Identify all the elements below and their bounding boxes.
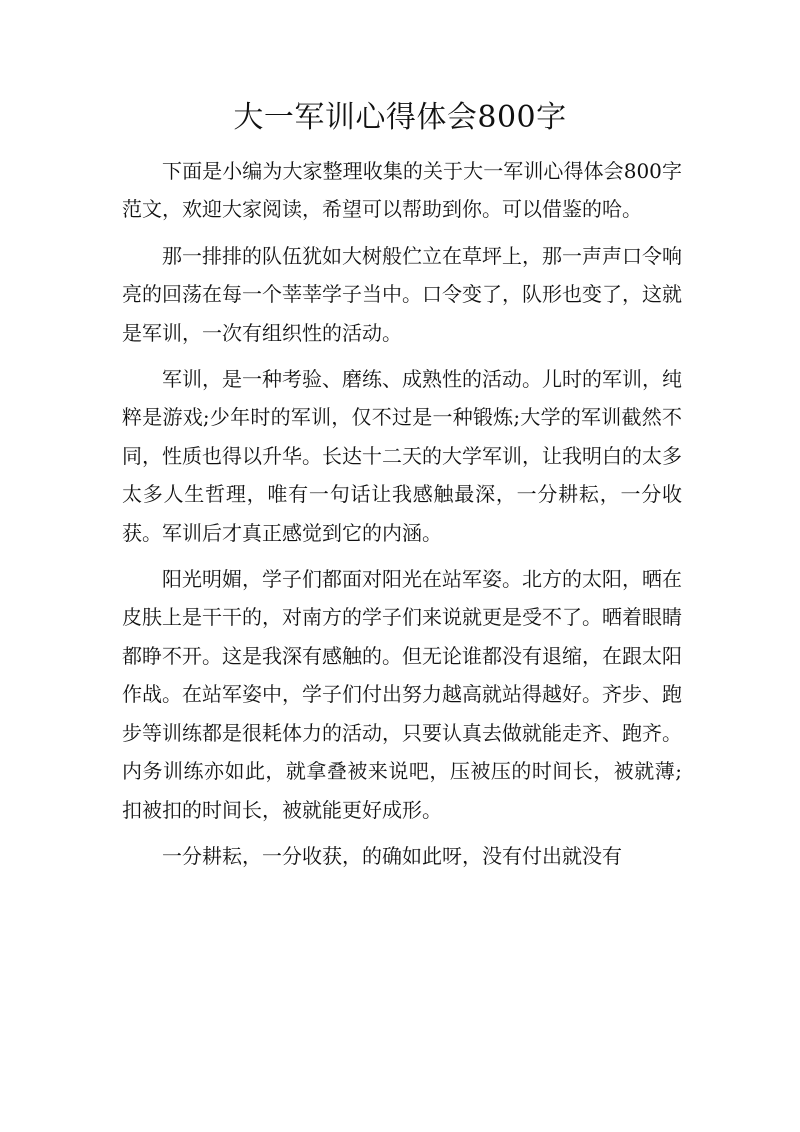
paragraph-effort: 一分耕耘，一分收获，的确如此呀，没有付出就没有 <box>162 843 622 868</box>
paragraph-training: 军训，是一种考验、磨练、成熟性的活动。儿时的军训，纯粹是游戏;少年时的军训，仅不过是一种锻炼;大学的军训截然不同，性质也得以升华。长达十二天的大学军训，让我明白的太多太多人生哲理，唯有一句话让我感触最深，一分耕耘，一分收获。军训后才真正感觉到它的内涵。 <box>122 367 682 545</box>
paragraph-sunshine: 阳光明媚，学子们都面对阳光在站军姿。北方的太阳，晒在皮肤上是干干的，对南方的学子们来说就更是受不了。晒着眼睛都睁不开。这是我深有感触的。但无论谁都没有退缩，在跟太阳作战。在站军姿中，学子们付出努力越高就站得越好。齐步、跑步等训练都是很耗体力的活动，只要认真去做就能走齐、跑齐。内务训练亦如此，就拿叠被来说吧，压被压的时间长，被就薄;扣被扣的时间长，被就能更好成形。 <box>122 567 682 822</box>
document-body <box>122 152 682 883</box>
page-title: 大一军训心得体会800字 <box>233 100 567 135</box>
paragraph-queue: 那一排排的队伍犹如大树般伫立在草坪上，那一声声口令响亮的回荡在每一个莘莘学子当中。口令变了，队形也变了，这就是军训，一次有组织性的活动。 <box>122 243 682 345</box>
paragraph-intro: 下面是小编为大家整理收集的关于大一军训心得体会800字范文，欢迎大家阅读，希望可以帮助到你。可以借鉴的哈。 <box>122 159 682 222</box>
